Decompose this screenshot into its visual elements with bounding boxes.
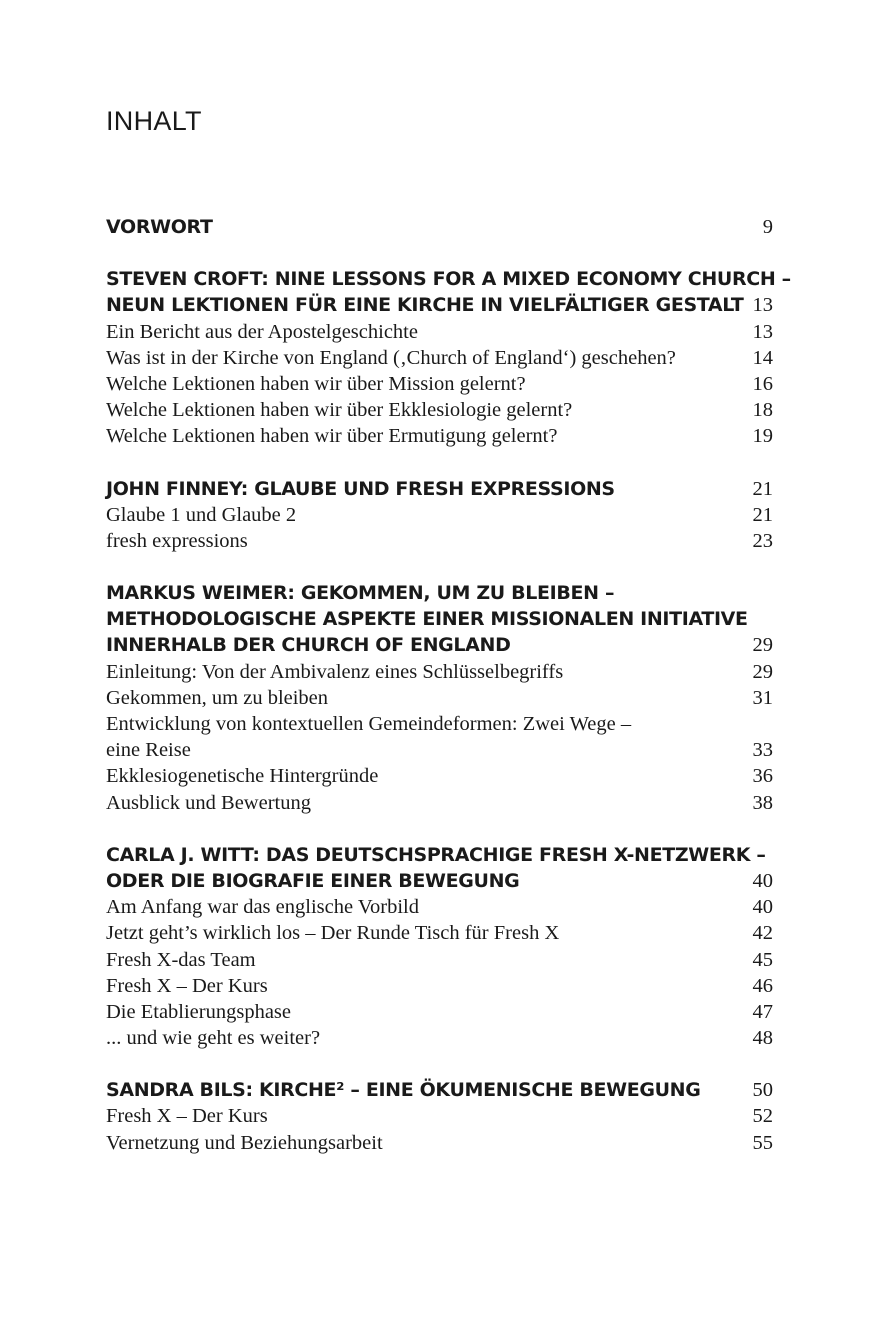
toc-entry (106, 711, 773, 737)
toc-entry (106, 685, 773, 711)
entry-title: Ausblick und Bewertung (106, 791, 311, 814)
chapter-title: ODER DIE BIOGRAFIE EINER BEWEGUNG (106, 869, 520, 892)
page-number: 40 (752, 896, 773, 919)
page-number: 29 (752, 660, 773, 683)
chapter-title: METHODOLOGISCHE ASPEKTE EINER MISSIONALEN INITIATIVE (106, 608, 748, 631)
chapter-title: NEUN LEKTIONEN FÜR EINE KIRCHE IN VIELFÄLTIGER GESTALT (106, 294, 744, 317)
toc-section (106, 476, 773, 555)
toc-entry (106, 371, 773, 397)
page-number: 18 (752, 399, 773, 422)
page-number: 21 (752, 477, 773, 500)
toc-chapter-heading (106, 1077, 773, 1103)
toc-entry (106, 920, 773, 946)
entry-title: Am Anfang war das englische Vorbild (106, 896, 419, 919)
chapter-title: JOHN FINNEY: GLAUBE UND FRESH EXPRESSIONS (106, 477, 615, 500)
page-number: 14 (752, 346, 773, 369)
toc-entry (106, 345, 773, 371)
entry-title: Vernetzung und Beziehungsarbeit (106, 1131, 383, 1154)
entry-title: Jetzt geht’s wirklich los – Der Runde Tisch für Fresh X (106, 922, 560, 945)
page-number: 55 (752, 1131, 773, 1154)
chapter-title: INNERHALB DER CHURCH OF ENGLAND (106, 634, 511, 657)
table-of-contents (106, 214, 791, 1182)
toc-chapter-heading (106, 292, 773, 318)
toc-entry (106, 737, 773, 763)
toc-chapter-heading (106, 266, 791, 292)
entry-title: Die Etablierungsphase (106, 1000, 292, 1023)
page-number: 31 (752, 686, 773, 709)
page-number: 23 (752, 529, 773, 552)
toc-section (106, 266, 791, 449)
entry-title: Welche Lektionen haben wir über Ekklesiologie gelernt? (106, 399, 573, 422)
toc-entry (106, 973, 773, 999)
entry-title: Gekommen, um zu bleiben (106, 686, 329, 709)
chapter-title: STEVEN CROFT: NINE LESSONS FOR A MIXED ECONOMY CHURCH – (106, 268, 791, 291)
page-number: 21 (752, 503, 773, 526)
entry-title: Was ist in der Kirche von England (‚Church of England‘) geschehen? (106, 346, 676, 369)
page-number: 16 (752, 372, 773, 395)
toc-entry (106, 528, 773, 554)
chapter-title: VORWORT (106, 216, 213, 238)
toc-chapter-heading (106, 868, 773, 894)
toc-chapter-heading (106, 606, 773, 632)
entry-title: Entwicklung von kontextuellen Gemeindeformen: Zwei Wege – (106, 713, 632, 735)
entry-title: Fresh X-das Team (106, 948, 256, 971)
entry-title: Welche Lektionen haben wir über Mission gelernt? (106, 372, 526, 395)
page-number: 48 (752, 1027, 773, 1050)
toc-entry (106, 659, 773, 685)
toc-section (106, 580, 773, 816)
page-number: 45 (752, 948, 773, 971)
page-title: INHALT (106, 106, 202, 136)
page-number: 33 (752, 739, 773, 762)
page-number: 42 (752, 922, 773, 945)
toc-entry (106, 423, 773, 449)
chapter-title: SANDRA BILS: KIRCHE² – EINE ÖKUMENISCHE BEWEGUNG (106, 1079, 701, 1102)
toc-entry (106, 790, 773, 816)
page-number: 13 (752, 294, 773, 317)
chapter-title: MARKUS WEIMER: GEKOMMEN, UM ZU BLEIBEN – (106, 582, 615, 605)
page-number: 50 (752, 1079, 773, 1102)
toc-entry (106, 1103, 773, 1129)
entry-title: Einleitung: Von der Ambivalenz eines Schlüsselbegriffs (106, 660, 564, 683)
toc-chapter-heading (106, 842, 773, 868)
page-number: 19 (752, 425, 773, 448)
page-number: 29 (752, 634, 773, 657)
entry-title: Fresh X – Der Kurs (106, 1105, 268, 1128)
toc-section (106, 842, 773, 1052)
entry-title: Ekklesiogenetische Hintergründe (106, 765, 379, 788)
entry-title: Glaube 1 und Glaube 2 (106, 503, 297, 526)
toc-entry (106, 319, 773, 345)
chapter-title: CARLA J. WITT: DAS DEUTSCHSPRACHIGE FRESH X-NETZWERK – (106, 843, 766, 866)
page-number: 13 (752, 320, 773, 343)
page-number: 40 (752, 869, 773, 892)
page-number: 9 (762, 216, 773, 238)
entry-title: Welche Lektionen haben wir über Ermutigung gelernt? (106, 425, 558, 448)
page-number: 46 (752, 974, 773, 997)
toc-entry (106, 502, 773, 528)
entry-title: fresh expressions (106, 529, 248, 552)
toc-section (106, 1077, 773, 1156)
toc-chapter-heading (106, 632, 773, 658)
page-number: 52 (752, 1105, 773, 1128)
toc-section (106, 214, 773, 240)
toc-chapter-heading (106, 580, 773, 606)
toc-entry (106, 763, 773, 789)
toc-entry (106, 397, 773, 423)
toc-entry (106, 1025, 773, 1051)
toc-entry (106, 894, 773, 920)
toc-entry (106, 1130, 773, 1156)
entry-title: Ein Bericht aus der Apostelgeschichte (106, 320, 418, 343)
toc-entry (106, 999, 773, 1025)
page-number: 36 (752, 765, 773, 788)
toc-chapter-heading (106, 476, 773, 502)
toc-chapter-heading (106, 214, 773, 240)
entry-title: ... und wie geht es weiter? (106, 1027, 321, 1050)
page-number: 47 (752, 1000, 773, 1023)
entry-title: eine Reise (106, 739, 191, 762)
entry-title: Fresh X – Der Kurs (106, 974, 268, 997)
page-number: 38 (752, 791, 773, 814)
toc-entry (106, 947, 773, 973)
